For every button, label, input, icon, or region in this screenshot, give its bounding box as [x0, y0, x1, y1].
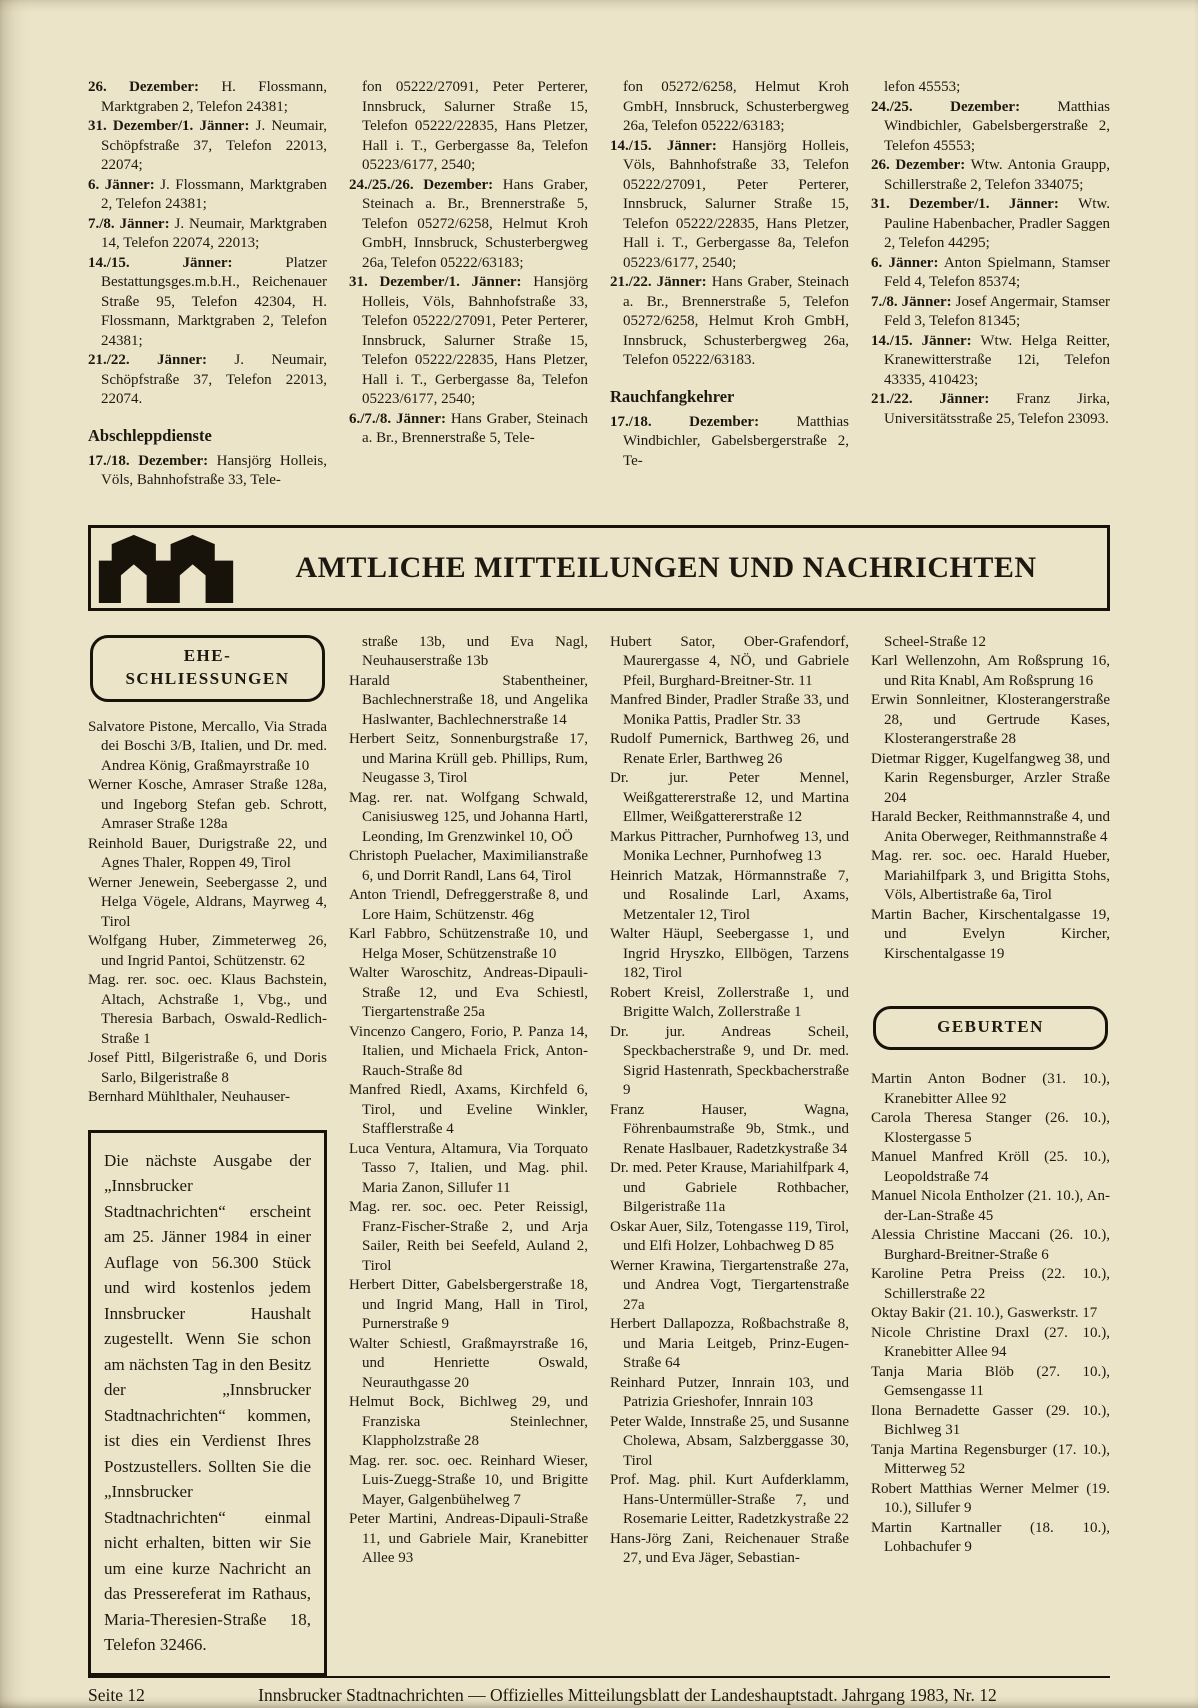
- marriage-entry: Mag. rer. soc. oec. Klaus Bachstein, Altach, Achstraße 1, Vbg., und Theresia Barbach, Oswald-Redlich-Straße 1: [88, 972, 327, 1047]
- service-detail: Hansjörg Holleis, Völs, Bahnhofstraße 33, Telefon 05222/27091, Peter Perterer, Innsbruck, Salurner Straße 15, Telefon 05222/22835, Hans Pletzer, Hall i. T., Gerbergasse 8a, Telefon 05223/6177, 2540;: [623, 137, 849, 271]
- chimney-sweeps-heading: Rauchfangkehrer: [610, 386, 735, 406]
- service-detail: Hans Graber, Steinach a. Br., Brennerstraße 5, Telefon 05272/6258, Helmut Kroh GmbH, Innsbruck, Schusterbergweg 26a, Telefon 05222/63183;: [362, 176, 588, 271]
- duty-services-section: [88, 78, 1110, 491]
- birth-entry: Oktay Bakir (21. 10.), Gaswerkstr. 17: [871, 1305, 1098, 1322]
- marriage-entry: Mag. rer. soc. oec. Peter Reissigl, Franz-Fischer-Straße 2, und Arja Sailer, Reith bei Seefeld, Auland 2, Tirol: [349, 1199, 588, 1274]
- marriages-header-line2: SCHLIESSUNGEN: [125, 668, 290, 688]
- service-date: 7./8. Jänner:: [871, 293, 952, 310]
- birth-entry: Carola Theresa Stanger (26. 10.), Klostergasse 5: [871, 1110, 1110, 1146]
- service-entry: [88, 117, 327, 176]
- service-detail: J. Neumair, Schöpfstraße 37, Telefon 22013, 22074.: [101, 352, 328, 407]
- service-entry: [871, 98, 1110, 157]
- marriage-continuation: Scheel-Straße 12: [884, 633, 987, 650]
- service-date: 14./15. Jänner:: [610, 137, 717, 154]
- service-entry: [871, 332, 1110, 391]
- service-date: 6. Jänner:: [871, 254, 939, 271]
- marriage-entry: Peter Walde, Innstraße 25, und Susanne Cholewa, Absam, Salzberggasse 30, Tirol: [610, 1413, 849, 1469]
- marriage-entry: Walter Waroschitz, Andreas-Dipauli-Straße 12, und Eva Schiestl, Tiergartenstraße 25a: [349, 965, 588, 1021]
- marriage-entry: Mag. rer. nat. Wolfgang Schwald, Canisiusweg 125, und Johanna Hartl, Leonding, Im Grenzwinkel 10, OÖ: [349, 789, 588, 845]
- marriage-entry: Franz Hauser, Wagna, Föhrenbaumstraße 9b, Stmk., und Renate Haslbauer, Radetzkystraße 34: [610, 1101, 849, 1157]
- birth-entry: Martin Kartnaller (18. 10.), Lohbachufer 9: [871, 1519, 1110, 1556]
- marriage-entry: Dr. jur. Andreas Scheil, Speckbacherstraße 9, und Dr. med. Sigrid Hastenrath, Speckbacherstraße 9: [610, 1023, 849, 1099]
- service-detail: Wtw. Antonia Graupp, Schillerstraße 2, Telefon 334075;: [884, 157, 1110, 193]
- service-date: 21./22. Jänner:: [610, 274, 707, 290]
- marriage-entry: Christoph Puelacher, Maximilianstraße 6, und Dorrit Randl, Lans 64, Tirol: [349, 848, 588, 884]
- service-continuation: lefon 45553;: [884, 79, 961, 95]
- service-entry: [610, 137, 849, 274]
- marriages-header-line1: EHE-: [183, 645, 232, 665]
- service-entry: [871, 254, 1110, 293]
- marriage-entry: Manfred Binder, Pradler Straße 33, und Monika Pattis, Pradler Str. 33: [610, 692, 849, 728]
- marriage-entry: Prof. Mag. phil. Kurt Aufderklamm, Hans-Untermüller-Straße 7, und Rosemarie Leitter, Radetzkystraße 22: [610, 1472, 849, 1528]
- funeral-duty-list: [88, 78, 327, 410]
- marriage-entry: Vincenzo Cangero, Forio, P. Panza 14, Italien, und Michaela Frick, Anton-Rauch-Straße 8d: [349, 1023, 588, 1079]
- births-section-header: [873, 1006, 1108, 1050]
- service-entry: [349, 410, 588, 449]
- service-detail: Platzer Bestattungsges.m.b.H., Reichenauer Straße 95, Telefon 42304, H. Flossmann, Marktgraben 2, Telefon 24381;: [101, 254, 327, 349]
- marriage-entry: Helmut Bock, Bichlweg 29, und Franziska Steinlechner, Klappholzstraße 28: [349, 1394, 588, 1450]
- service-detail: H. Flossmann, Marktgraben 2, Telefon 24381;: [101, 79, 327, 115]
- marriage-entry: Reinhard Putzer, Innrain 103, und Patrizia Grieshofer, Innrain 103: [610, 1374, 849, 1411]
- marriages-column-4: [871, 633, 1110, 1676]
- service-detail: Anton Spielmann, Stamser Feld 4, Telefon 85374;: [884, 254, 1110, 290]
- service-detail: Hans Graber, Steinach a. Br., Brennerstraße 5, Tele-: [362, 410, 588, 446]
- birth-entry: Manuel Nicola Entholzer (21. 10.), An-der-Lan-Straße 45: [871, 1188, 1110, 1224]
- page-number: Seite 12: [88, 1684, 145, 1705]
- towing-duty-list: [349, 176, 588, 449]
- marriage-entry: Harald Becker, Reithmannstraße 4, und Anita Oberweger, Reithmannstraße 4: [871, 809, 1110, 845]
- service-detail: Hansjörg Holleis, Völs, Bahnhofstraße 33, Telefon 05222/27091, Peter Perterer, Innsbruck, Salurner Straße 15, Telefon 05222/22835, Hans Pletzer, Hall i. T., Gerbergasse 8a, Telefon 05223/6177, 2540;: [362, 274, 588, 407]
- services-column-3: [610, 78, 849, 491]
- marriage-entry: Herbert Dallapozza, Roßbachstraße 8, und Maria Leitgeb, Prinz-Eugen-Straße 64: [610, 1316, 849, 1372]
- marriages-column-2: [349, 633, 588, 1676]
- banner-title: AMTLICHE MITTEILUNGEN UND NACHRICHTEN: [295, 550, 1037, 584]
- marriage-entry: Wolfgang Huber, Zimmeterweg 26, und Ingrid Pantoi, Schützenstr. 62: [88, 933, 327, 969]
- marriage-entry: Herbert Seitz, Sonnenburgstraße 17, und Marina Krüll geb. Phillips, Rum, Neugasse 3, Tirol: [349, 731, 588, 787]
- service-date: 26. Dezember:: [871, 157, 966, 173]
- service-date: 7./8. Jänner:: [88, 215, 170, 232]
- marriage-entry: Robert Kreisl, Zollerstraße 1, und Brigitte Walch, Zollerstraße 1: [610, 984, 849, 1021]
- official-announcements-banner: [88, 525, 1110, 611]
- marriage-entry: Werner Kosche, Amraser Straße 128a, und Ingeborg Stefan geb. Schrott, Amraser Straße 128a: [88, 777, 327, 833]
- chimney-sweep-duty-list: [610, 413, 849, 472]
- birth-entry: Tanja Maria Blöb (27. 10.), Gemsengasse 11: [871, 1363, 1110, 1400]
- birth-entry: Martin Anton Bodner (31. 10.), Kranebitter Allee 92: [871, 1071, 1110, 1107]
- marriage-entry: Mag. rer. soc. oec. Harald Hueber, Mariahilfpark 3, und Brigitta Stohs, Völs, Albertistraße 6a, Tirol: [871, 848, 1110, 904]
- service-detail: Wtw. Pauline Habenbacher, Pradler Saggen 2, Telefon 44295;: [884, 196, 1111, 251]
- towing-services-heading: Abschleppdienste: [88, 425, 212, 445]
- service-date: 17./18. Dezember:: [88, 452, 209, 469]
- marriage-entry: Herbert Ditter, Gabelsbergerstraße 18, und Ingrid Mang, Hall in Tirol, Purnerstraße 9: [349, 1277, 588, 1333]
- marriage-entry: Harald Stabentheiner, Bachlechnerstraße 18, und Angelika Haslwanter, Bachlechnerstraße 14: [349, 672, 588, 728]
- births-list: [871, 1070, 1110, 1558]
- service-detail: Hans Graber, Steinach a. Br., Brennerstraße 5, Telefon 05272/6258, Helmut Kroh GmbH, Innsbruck, Schusterbergweg 26a, Telefon 05222/63183.: [623, 274, 849, 368]
- marriage-entry: Dr. jur. Peter Mennel, Weißgattererstraße 12, und Martina Ellmer, Weißgattererstraße 12: [610, 770, 849, 826]
- marriage-entry: Markus Pittracher, Purnhofweg 13, und Monika Lechner, Purnhofweg 13: [610, 828, 849, 865]
- service-date: 17./18. Dezember:: [610, 413, 760, 430]
- birth-entry: Ilona Bernadette Gasser (29. 10.), Bichlweg 31: [871, 1402, 1110, 1439]
- marriage-entry: Oskar Auer, Silz, Totengasse 119, Tirol, und Elfi Holzer, Lohbachweg D 85: [610, 1218, 849, 1255]
- service-entry: [88, 215, 327, 254]
- service-entry: [88, 176, 327, 215]
- service-entry: [610, 273, 849, 371]
- marriage-entry: Karl Fabbro, Schützenstraße 10, und Helga Moser, Schützenstraße 10: [349, 926, 588, 962]
- marriage-entry: Erwin Sonnleitner, Klosterangerstraße 28, und Gertrude Kases, Klosterangerstraße 28: [871, 692, 1110, 748]
- marriages-list: [871, 652, 1110, 964]
- marriage-entry: Luca Ventura, Altamura, Via Torquato Tasso 7, Italien, und Mag. phil. Maria Zanon, Sillufer 11: [349, 1140, 588, 1196]
- service-detail: Matthias Windbichler, Gabelsbergerstraße 2, Telefon 45553;: [884, 98, 1110, 154]
- page-footer: [88, 1676, 1110, 1708]
- marriage-entry: Peter Martini, Andreas-Dipauli-Straße 11, und Gabriele Mair, Kranebitter Allee 93: [349, 1511, 588, 1567]
- birth-entry: Nicole Christine Draxl (27. 10.), Kranebitter Allee 94: [871, 1324, 1110, 1361]
- marriage-entry: Werner Krawina, Tiergartenstraße 27a, und Andrea Vogt, Tiergartenstraße 27a: [610, 1257, 849, 1313]
- service-entry: [88, 78, 327, 117]
- service-date: 26. Dezember:: [88, 79, 200, 95]
- marriage-entry: Karl Wellenzohn, Am Roßsprung 16, und Rita Knabl, Am Roßsprung 16: [871, 653, 1110, 689]
- service-continuation: fon 05222/27091, Peter Perterer, Innsbruck, Salurner Straße 15, Telefon 05222/22835, Hans Pletzer, Hall i. T., Gerbergasse 8a, Telefon 05223/6177, 2540;: [362, 79, 588, 173]
- service-entry: [88, 351, 327, 410]
- service-entry: [349, 176, 588, 274]
- marriages-column-1: [88, 633, 327, 1676]
- birth-entry: Karoline Petra Preiss (22. 10.), Schillerstraße 22: [871, 1266, 1110, 1302]
- service-continuation: fon 05272/6258, Helmut Kroh GmbH, Innsbruck, Schusterbergweg 26a, Telefon 05222/63183;: [623, 79, 849, 134]
- marriages-column-3: [610, 633, 849, 1676]
- services-column-2: [349, 78, 588, 491]
- service-detail: Matthias Windbichler, Gabelsbergerstraße 2, Te-: [623, 413, 849, 469]
- service-date: 6./7./8. Jänner:: [349, 410, 446, 427]
- service-entry: [349, 273, 588, 410]
- service-entry: [871, 156, 1110, 195]
- marriage-entry: Walter Häupl, Seebergasse 1, und Ingrid Hryszko, Ellbögen, Tarzens 182, Tirol: [610, 926, 849, 982]
- marriages-section-header: [90, 635, 325, 702]
- birth-entry: Manuel Manfred Kröll (25. 10.), Leopoldstraße 74: [871, 1149, 1110, 1185]
- marriage-entry: Josef Pittl, Bilgeristraße 6, und Doris Sarlo, Bilgeristraße 8: [88, 1050, 327, 1086]
- towing-duty-list: [88, 452, 327, 491]
- marriages-list: [349, 672, 588, 1569]
- marriages-list: [88, 718, 327, 1108]
- marriage-entry: Rudolf Pumernick, Barthweg 26, und Renate Erler, Barthweg 26: [610, 731, 849, 767]
- service-detail: Wtw. Helga Reitter, Kranewitterstraße 12i, Telefon 43335, 410423;: [884, 332, 1110, 388]
- service-entry: [871, 293, 1110, 332]
- birth-entry: Robert Matthias Werner Melmer (19. 10.), Sillufer 9: [871, 1480, 1110, 1517]
- service-detail: Hansjörg Holleis, Völs, Bahnhofstraße 33, Tele-: [101, 452, 327, 489]
- service-date: 6. Jänner:: [88, 176, 155, 193]
- marriage-entry: Hans-Jörg Zani, Reichenauer Straße 27, und Eva Jäger, Sebastian-: [610, 1530, 849, 1567]
- service-date: 24./25. Dezember:: [871, 98, 1021, 115]
- city-buildings-icon: [97, 533, 235, 603]
- service-entry: [871, 195, 1110, 254]
- service-detail: Franz Jirka, Universitätsstraße 25, Telefon 23093.: [884, 391, 1110, 427]
- service-detail: J. Neumair, Marktgraben 14, Telefon 22074, 22013;: [101, 215, 327, 251]
- marriage-entry: Mag. rer. soc. oec. Reinhard Wieser, Luis-Zuegg-Straße 10, und Brigitte Mayer, Galgenbühelweg 7: [349, 1452, 588, 1508]
- service-detail: J. Flossmann, Marktgraben 2, Telefon 24381;: [101, 176, 327, 212]
- service-entry: [610, 413, 849, 472]
- marriage-entry: Manfred Riedl, Axams, Kirchfeld 6, Tirol, und Eveline Winkler, Stafflerstraße 4: [349, 1082, 588, 1138]
- marriage-continuation: straße 13b, und Eva Nagl, Neuhauserstraße 13b: [362, 633, 588, 670]
- marriage-entry: Bernhard Mühlthaler, Neuhauser-: [88, 1089, 290, 1106]
- service-entry: [871, 390, 1110, 429]
- marriage-entry: Heinrich Matzak, Hörmannstraße 7, und Rosalinde Larl, Axams, Metzentaler 12, Tirol: [610, 867, 849, 923]
- service-entry: [88, 254, 327, 352]
- service-date: 14./15. Jänner:: [88, 254, 233, 271]
- marriages-list: [610, 633, 849, 1569]
- service-detail: Josef Angermair, Stamser Feld 3, Telefon 81345;: [884, 293, 1110, 329]
- birth-entry: Alessia Christine Maccani (26. 10.), Burghard-Breitner-Straße 6: [871, 1227, 1110, 1263]
- announcements-section: [88, 633, 1110, 1676]
- birth-entry: Tanja Martina Regensburger (17. 10.), Mitterweg 52: [871, 1441, 1110, 1478]
- service-date: 21./22. Jänner:: [88, 352, 208, 368]
- marriage-entry: Dr. med. Peter Krause, Mariahilfpark 4, und Gabriele Rothbacher, Bilgeristraße 11a: [610, 1160, 849, 1216]
- marriage-entry: Martin Bacher, Kirschentalgasse 19, und Evelyn Kircher, Kirschentalgasse 19: [871, 906, 1110, 962]
- masthead-line: Innsbrucker Stadtnachrichten — Offizielles Mitteilungsblatt der Landeshauptstadt. Jahrgang 1983, Nr. 12: [258, 1684, 997, 1705]
- marriage-entry: Dietmar Rigger, Kugelfangweg 38, und Karin Regensburger, Arzler Straße 204: [871, 750, 1110, 806]
- chimney-sweep-duty-list: [871, 98, 1110, 430]
- service-date: 24./25./26. Dezember:: [349, 176, 494, 193]
- service-date: 31. Dezember/1. Jänner:: [871, 196, 1059, 212]
- service-date: 21./22. Jänner:: [871, 391, 990, 407]
- service-date: 14./15. Jänner:: [871, 332, 972, 349]
- service-entry: [88, 452, 327, 491]
- marriage-entry: Reinhold Bauer, Durigstraße 22, und Agnes Thaler, Roppen 49, Tirol: [88, 835, 327, 872]
- services-column-4: [871, 78, 1110, 491]
- births-header-label: GEBURTEN: [937, 1017, 1044, 1037]
- next-issue-notice: Die nächste Ausgabe der „Innsbrucker Stadtnachrichten“ erscheint am 25. Jänner 1984 in einer Auflage von 56.300 Stück und wird kostenlos jedem Innsbrucker Haushalt zugestellt. Wenn Sie schon am nächsten Tag in den Besitz der „Innsbrucker Stadtnachrichten“ kommen, ist dies ein Verdienst Ihres Postzustellers. Sollten Sie die „Innsbrucker Stadtnachrichten“ einmal nicht erhalten, bitten wir Sie um eine kurze Nachricht an das Pressereferat im Rathaus, Maria-Theresien-Straße 18, Telefon 32466.: [88, 1130, 327, 1676]
- service-detail: J. Neumair, Schöpfstraße 37, Telefon 22013, 22074;: [101, 118, 327, 173]
- marriage-entry: Werner Jenewein, Seebergasse 2, und Helga Vögele, Aldrans, Mayrweg 4, Tirol: [88, 874, 327, 930]
- services-column-1: [88, 78, 327, 491]
- service-date: 31. Dezember/1. Jänner:: [349, 274, 522, 290]
- marriage-entry: Anton Triendl, Defreggerstraße 8, und Lore Haim, Schützenstr. 46g: [349, 887, 588, 923]
- service-date: 31. Dezember/1. Jänner:: [88, 118, 250, 134]
- marriage-entry: Hubert Sator, Ober-Grafendorf, Maurergasse 4, NÖ, und Gabriele Pfeil, Burghard-Breitner-Str. 11: [610, 633, 849, 689]
- marriage-entry: Walter Schiestl, Graßmayrstraße 16, und Henriette Oswald, Neurauthgasse 20: [349, 1335, 588, 1391]
- marriage-entry: Salvatore Pistone, Mercallo, Via Strada dei Boschi 3/B, Italien, und Dr. med. Andrea König, Graßmayrstraße 10: [88, 718, 327, 774]
- towing-duty-list: [610, 137, 849, 371]
